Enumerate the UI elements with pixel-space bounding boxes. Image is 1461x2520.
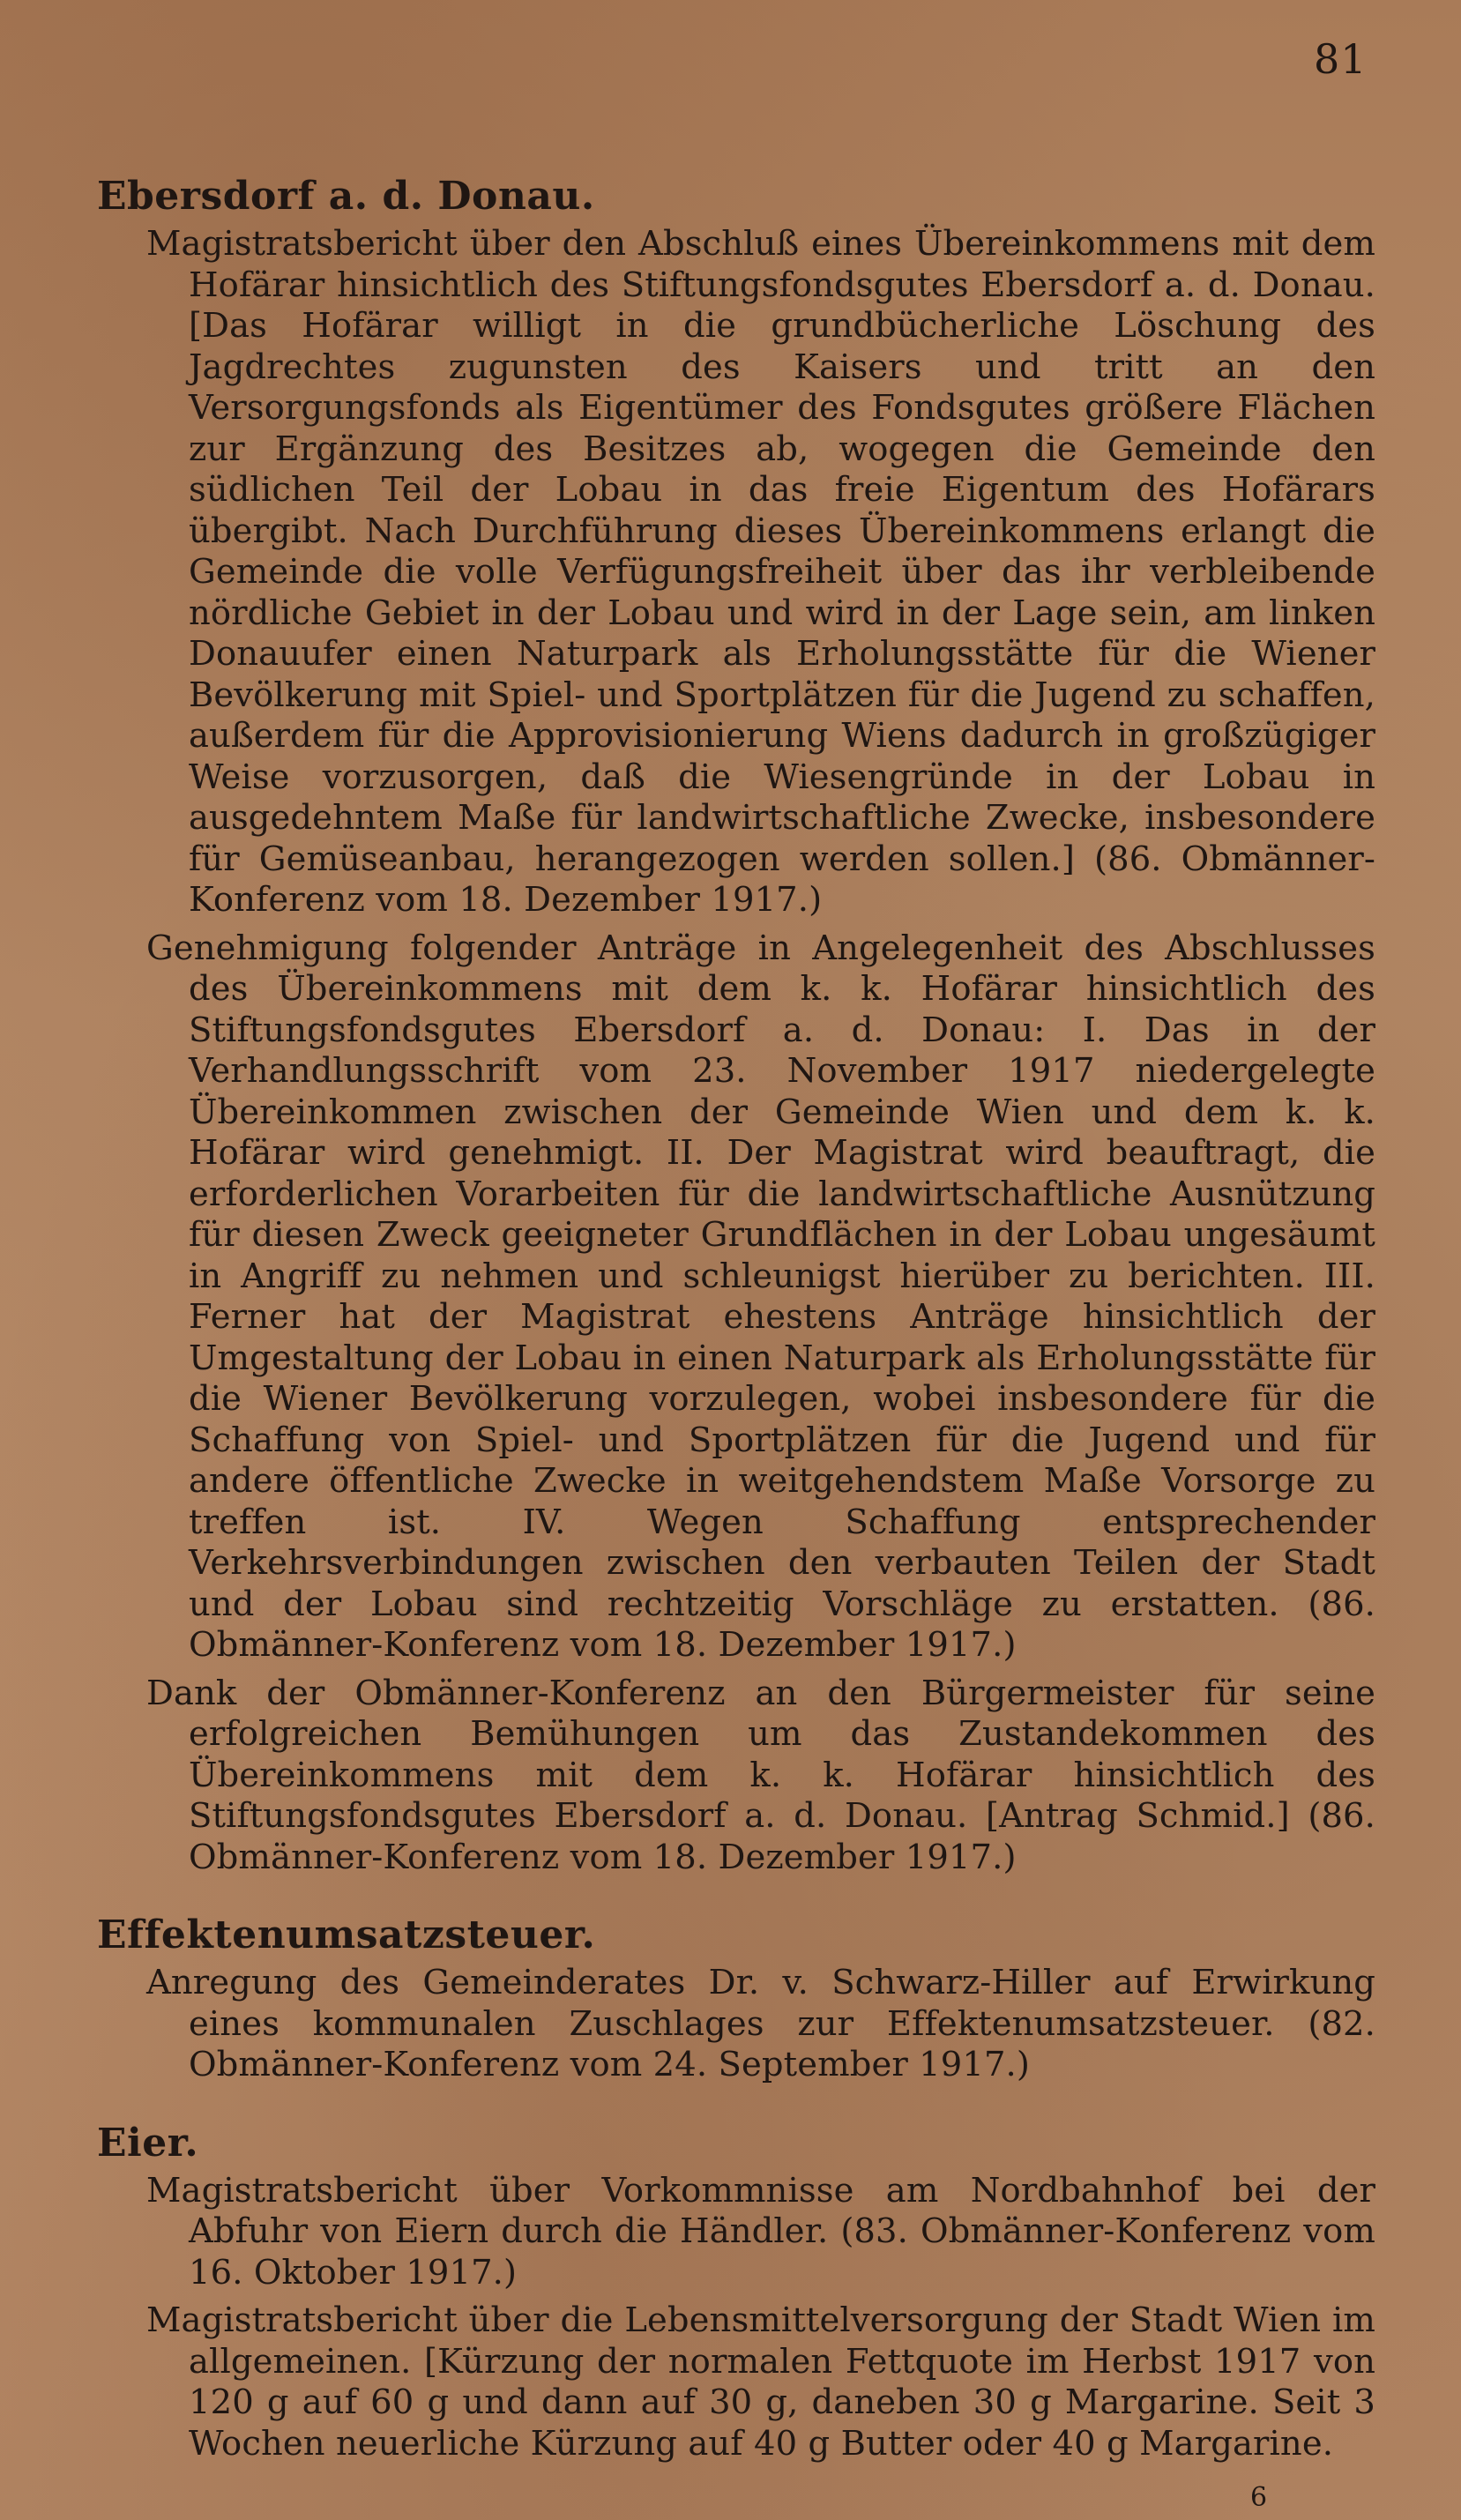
signature-mark: 6: [1250, 2482, 1268, 2513]
section-ebersdorf: [97, 173, 1375, 1878]
section-heading: Effektenumsatzsteuer.: [97, 1912, 596, 1957]
index-entry: Magistratsbericht über Vorkommnisse am Nordbahnhof bei der Abfuhr von Eiern durch die Händler. (83. Obmänner-Konferenz vom 16. Oktober 1917.): [146, 2170, 1375, 2293]
index-entry: Genehmigung folgender Anträge in Angelegenheit des Abschlusses des Übereinkommens mit dem k. k. Hofärar hinsichtlich des Stiftungsfondsgutes Ebersdorf a. d. Donau: I. Das in der Verhandlungsschrift vom 23. November 1917 niedergelegte Übereinkommen zwischen der Gemeinde Wien und dem k. k. Hofärar wird genehmigt. II. Der Magistrat wird beauftragt, die erforderlichen Vorarbeiten für die landwirtschaftliche Ausnützung für diesen Zweck geeigneter Grundflächen in der Lobau ungesäumt in Angriff zu nehmen und schleunigst hierüber zu berichten. III. Ferner hat der Magistrat ehestens Anträge hinsichtlich der Umgestaltung der Lobau in einen Naturpark als Erholungsstätte für die Wiener Bevölkerung vorzulegen, wobei insbesondere für die Schaffung von Spiel- und Sportplätzen für die Jugend und für andere öffentliche Zwecke in weitgehendstem Maße Vorsorge zu treffen ist. IV. Wegen Schaffung entsprechender Verkehrsverbindungen zwischen den verbauten Teilen der Stadt und der Lobau sind rechtzeitig Vorschläge zu erstatten. (86. Obmänner-Konferenz vom 18. Dezember 1917.): [146, 928, 1375, 1665]
index-entry: Anregung des Gemeinderates Dr. v. Schwarz-Hiller auf Erwirkung eines kommunalen Zuschlages zur Effektenumsatzsteuer. (82. Obmänner-Konferenz vom 24. September 1917.): [146, 1963, 1375, 2084]
index-content: [97, 173, 1375, 2472]
index-entry: Magistratsbericht über die Lebensmittelversorgung der Stadt Wien im allgemeinen. [Kürzung der normalen Fettquote im Herbst 1917 von 120 g auf 60 g und dann auf 30 g, daneben 30 g Margarine. Seit 3 Wochen neuerliche Kürzung auf 40 g Butter oder 40 g Margarine.: [146, 2300, 1375, 2464]
section-heading: Ebersdorf a. d. Donau.: [97, 174, 595, 219]
index-entry: Magistratsbericht über den Abschluß eines Übereinkommens mit dem Hofärar hinsichtlich des Stiftungsfondsgutes Ebersdorf a. d. Donau. [Das Hofärar willigt in die grundbücherliche Löschung des Jagdrechtes zugunsten des Kaisers und tritt an den Versorgungsfonds als Eigentümer des Fondsgutes größere Flächen zur Ergänzung des Besitzes ab, wogegen die Gemeinde den südlichen Teil der Lobau in das freie Eigentum des Hofärars übergibt. Nach Durchführung dieses Übereinkommens erlangt die Gemeinde die volle Verfügungsfreiheit über das ihr verbleibende nördliche Gebiet in der Lobau und wird in der Lage sein, am linken Donauufer einen Naturpark als Erholungsstätte für die Wiener Bevölkerung mit Spiel- und Sportplätzen für die Jugend zu schaffen, außerdem für die Approvisionierung Wiens dadurch in großzügiger Weise vorzusorgen, daß die Wiesengründe in der Lobau in ausgedehntem Maße für landwirtschaftliche Zwecke, insbesondere für Gemüseanbau, herangezogen werden sollen.] (86. Obmänner-Konferenz vom 18. Dezember 1917.): [146, 224, 1375, 920]
section-effektenumsatzsteuer: [97, 1912, 1375, 2086]
section-eier: [97, 2120, 1375, 2465]
page-number: 81: [1314, 35, 1368, 83]
section-heading: Eier.: [97, 2120, 199, 2166]
index-entry: Dank der Obmänner-Konferenz an den Bürgermeister für seine erfolgreichen Bemühungen um das Zustandekommen des Übereinkommens mit dem k. k. Hofärar hinsichtlich des Stiftungsfondsgutes Ebersdorf a. d. Donau. [Antrag Schmid.] (86. Obmänner-Konferenz vom 18. Dezember 1917.): [146, 1673, 1375, 1877]
